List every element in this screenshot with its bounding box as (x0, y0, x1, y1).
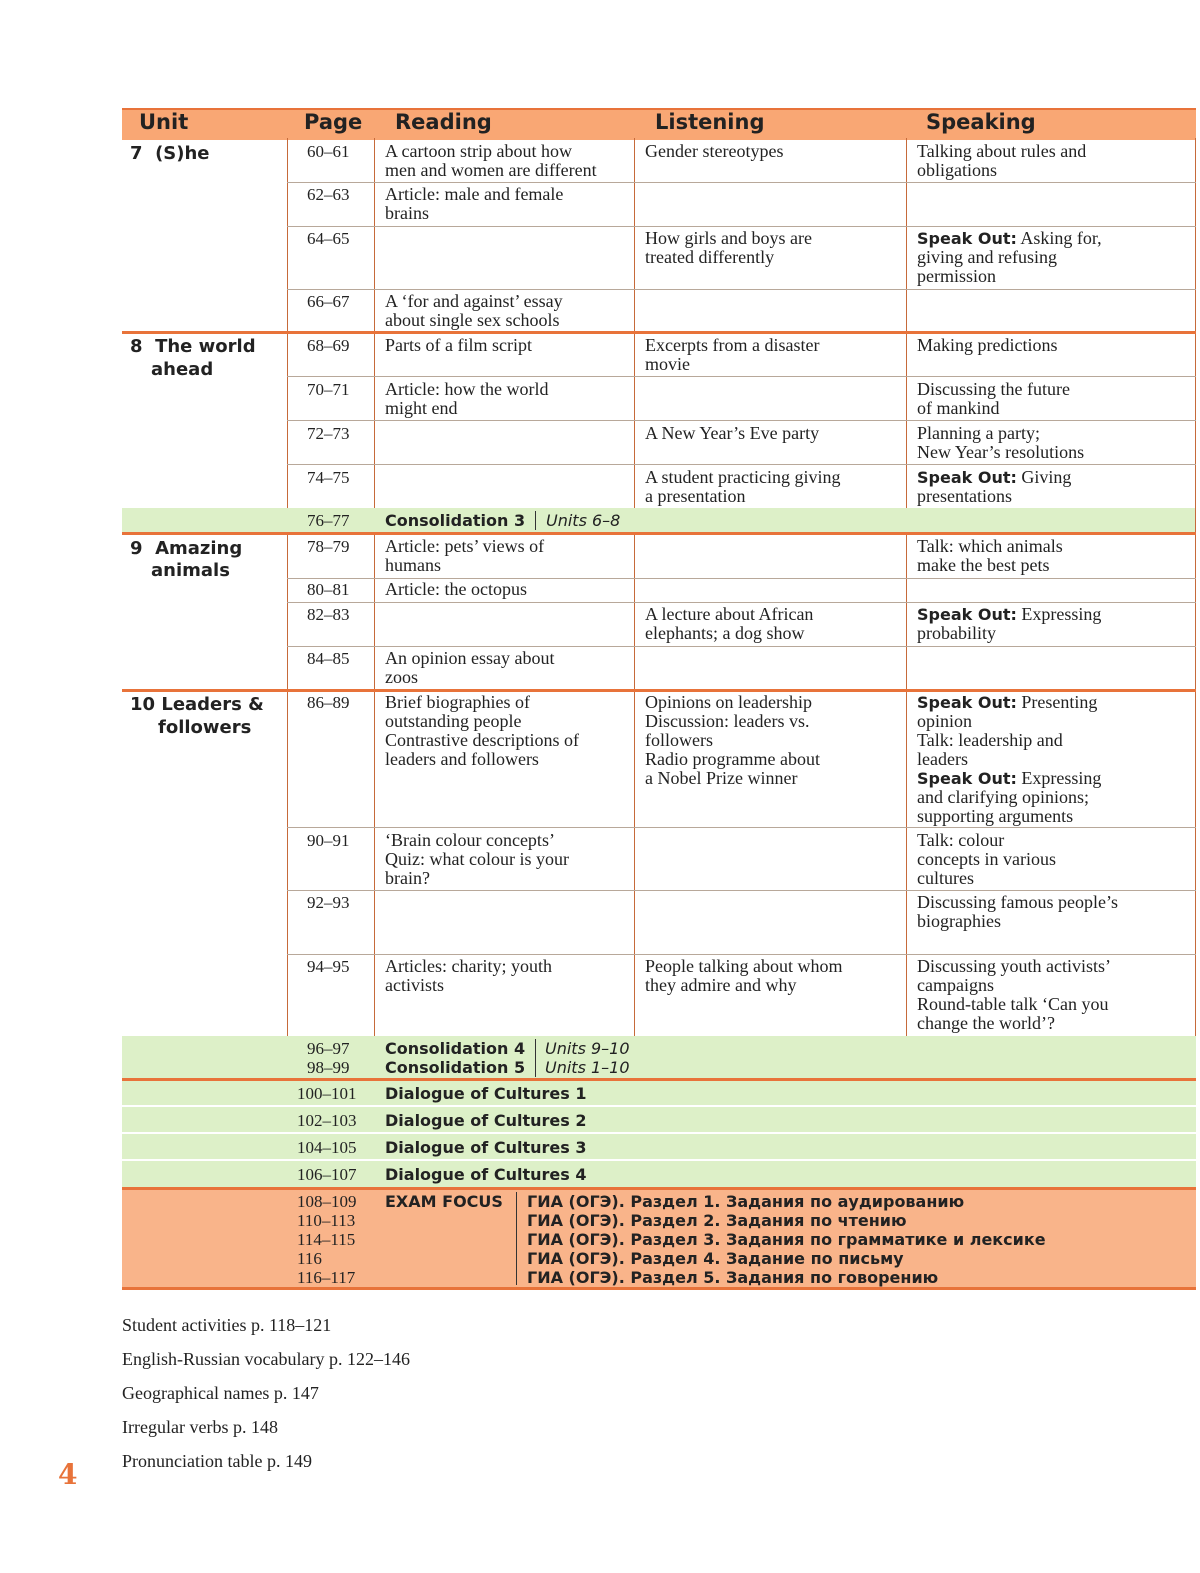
consolidation-3-row (122, 508, 1196, 532)
unit-separator (122, 1078, 1196, 1081)
dialogue-3-label: Dialogue of Cultures 3 (385, 1138, 587, 1157)
page-number: 4 (58, 1458, 78, 1491)
footer-item: Irregular verbs p. 148 (122, 1417, 278, 1437)
reading-cell: A cartoon strip about how men and women are different (385, 141, 597, 180)
page-cell: 78–79 (307, 537, 350, 556)
row-line (287, 646, 1196, 647)
unit-separator (122, 1187, 1196, 1190)
page-cell: 98–99 (307, 1058, 350, 1077)
row-line (287, 464, 1196, 465)
col-divider-listening (634, 138, 635, 508)
page-cell: 92–93 (307, 893, 350, 912)
row-line (287, 890, 1196, 891)
consolidation-4-label: Consolidation 4 (385, 1039, 526, 1058)
header-reading: Reading (395, 110, 492, 134)
page-cell: 82–83 (307, 605, 350, 624)
consolidation-4-5-row (122, 1036, 1196, 1078)
col-divider-page-2 (287, 532, 288, 1036)
page-cell: 94–95 (307, 957, 350, 976)
footer-item: English-Russian vocabulary p. 122–146 (122, 1349, 410, 1369)
unit-10-title-2: followers (158, 717, 252, 738)
footer-item: Geographical names p. 147 (122, 1383, 319, 1403)
dialogue-1-row (122, 1080, 1196, 1105)
speaking-cell: Speak Out: Expressing probability (917, 604, 1102, 643)
dialogue-1-label: Dialogue of Cultures 1 (385, 1084, 587, 1103)
consolidation-4-units: Units 9–10 (545, 1039, 630, 1058)
page-cell: 80–81 (307, 580, 350, 599)
speaking-cell: Discussing famous people’s biographies (917, 892, 1118, 931)
divider (516, 1192, 517, 1285)
consolidation-3-label: Consolidation 3 (385, 511, 526, 530)
reading-cell: Article: the octopus (385, 579, 527, 599)
exam-pages: 108–109 110–113 114–115 116 116–117 (297, 1192, 357, 1287)
listening-cell: A lecture about African elephants; a dog show (645, 604, 814, 643)
speaking-cell: Speak Out: Asking for, giving and refusing permission (917, 228, 1102, 286)
listening-cell: A New Year’s Eve party (645, 423, 820, 443)
dialogue-2-row (122, 1107, 1196, 1132)
reading-cell: ‘Brain colour concepts’ Quiz: what colour is your brain? (385, 830, 569, 888)
reading-cell: Brief biographies of outstanding people Contrastive descriptions of leaders and followers (385, 692, 579, 769)
speaking-cell: Discussing youth activists’ campaigns Round-table talk ‘Can you change the world’? (917, 956, 1111, 1033)
speaking-cell: Speak Out: Giving presentations (917, 467, 1072, 506)
row-line (287, 289, 1196, 290)
page-cell: 86–89 (307, 693, 350, 712)
speaking-cell: Planning a party; New Year’s resolutions (917, 423, 1085, 462)
page-cell: 76–77 (307, 511, 350, 530)
listening-cell: Opinions on leadership Discussion: leaders vs. followers Radio programme about a Nobel Prize winner (645, 692, 820, 788)
page-cell: 106–107 (297, 1165, 357, 1184)
col-divider-speaking-2 (906, 532, 907, 1036)
listening-cell: Gender stereotypes (645, 141, 784, 161)
divider (535, 511, 536, 530)
speaking-cell: Talk: which animals make the best pets (917, 536, 1063, 575)
listening-cell: A student practicing giving a presentation (645, 467, 841, 506)
reading-cell: Article: how the world might end (385, 379, 549, 418)
page-cell: 70–71 (307, 380, 350, 399)
page-cell: 72–73 (307, 424, 350, 443)
reading-cell: Article: male and female brains (385, 184, 564, 223)
speaking-cell: Making predictions (917, 335, 1058, 355)
row-line (287, 420, 1196, 421)
page-cell: 60–61 (307, 142, 350, 161)
listening-cell: People talking about whom they admire and why (645, 956, 843, 995)
dialogue-4-label: Dialogue of Cultures 4 (385, 1165, 587, 1184)
page-cell: 66–67 (307, 292, 350, 311)
page-cell: 100–101 (297, 1084, 357, 1103)
reading-cell: Articles: charity; youth activists (385, 956, 552, 995)
consolidation-5-label: Consolidation 5 (385, 1058, 526, 1077)
page-cell: 96–97 (307, 1039, 350, 1058)
reading-cell: An opinion essay about zoos (385, 648, 555, 687)
exam-focus-label: EXAM FOCUS (385, 1192, 503, 1211)
unit-separator (122, 1287, 1196, 1290)
page-cell: 74–75 (307, 468, 350, 487)
footer-item: Pronunciation table p. 149 (122, 1451, 312, 1471)
page-cell: 84–85 (307, 649, 350, 668)
page-cell: 90–91 (307, 831, 350, 850)
col-divider-page (287, 138, 288, 508)
col-divider-reading-2 (374, 532, 375, 1036)
dialogue-3-row (122, 1134, 1196, 1159)
divider (535, 1039, 536, 1077)
header-unit: Unit (139, 110, 189, 134)
page-cell: 62–63 (307, 185, 350, 204)
unit-8-title: 8 The world (130, 336, 256, 357)
header-listening: Listening (655, 110, 765, 134)
exam-items: ГИА (ОГЭ). Раздел 1. Задания по аудированию ГИА (ОГЭ). Раздел 2. Задания по чтению ГИА (ОГЭ). Раздел 3. Задания по грамматике и лексике ГИА (ОГЭ). Раздел 4. Задание по письму ГИА (ОГЭ). Раздел 5. Задания по говорению (527, 1192, 1046, 1287)
dialogue-4-row (122, 1161, 1196, 1187)
speaking-cell: Discussing the future of mankind (917, 379, 1070, 418)
reading-cell: Article: pets’ views of humans (385, 536, 545, 575)
row-line (287, 376, 1196, 377)
page-cell: 68–69 (307, 336, 350, 355)
right-edge (1195, 138, 1196, 1036)
unit-7-title: 7 (S)he (130, 143, 210, 164)
unit-separator (122, 331, 1196, 334)
row-line (287, 182, 1196, 183)
page-cell: 64–65 (307, 229, 350, 248)
col-divider-reading (374, 138, 375, 508)
row-line (287, 602, 1196, 603)
unit-separator (122, 532, 1196, 535)
listening-cell: How girls and boys are treated differently (645, 228, 812, 267)
row-line (287, 954, 1196, 955)
col-divider-listening-2 (634, 532, 635, 1036)
row-line (287, 827, 1196, 828)
consolidation-3-units: Units 6–8 (546, 511, 621, 530)
unit-10-title: 10 Leaders & (130, 694, 264, 715)
header-page: Page (304, 110, 363, 134)
col-divider-speaking (906, 138, 907, 508)
footer-item: Student activities p. 118–121 (122, 1315, 332, 1335)
consolidation-5-units: Units 1–10 (545, 1058, 630, 1077)
listening-cell: Excerpts from a disaster movie (645, 335, 820, 374)
reading-cell: Parts of a film script (385, 335, 532, 355)
row-line (287, 226, 1196, 227)
header-speaking: Speaking (926, 110, 1036, 134)
speaking-cell: Talk: colour concepts in various cultures (917, 830, 1056, 888)
page-cell: 104–105 (297, 1138, 357, 1157)
unit-9-title-2: animals (151, 560, 230, 581)
unit-8-title-2: ahead (151, 359, 214, 380)
unit-9-title: 9 Amazing (130, 538, 243, 559)
speaking-cell: Speak Out: Presenting opinion Talk: leadership and leaders Speak Out: Expressing and clarifying opinions; supporting arguments (917, 692, 1102, 826)
dialogue-2-label: Dialogue of Cultures 2 (385, 1111, 587, 1130)
page-cell: 102–103 (297, 1111, 357, 1130)
reading-cell: A ‘for and against’ essay about single sex schools (385, 291, 563, 330)
speaking-cell: Talking about rules and obligations (917, 141, 1087, 180)
